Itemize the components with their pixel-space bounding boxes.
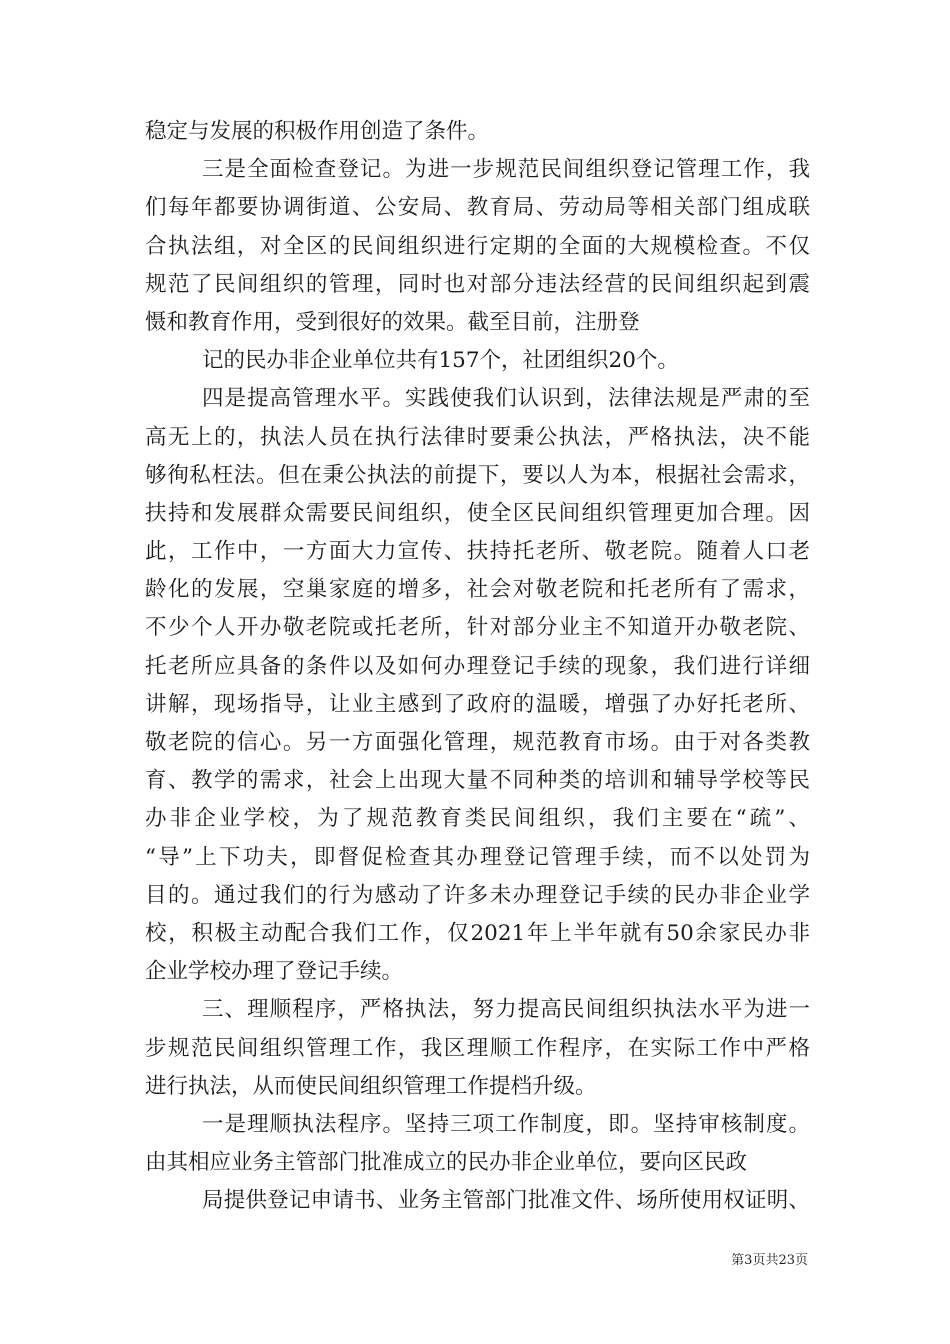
text-line: 慑和教育作用，受到很好的效果。截至目前，注册登	[145, 309, 640, 335]
text-line: 们每年都要协调街道、公安局、教育局、劳动局等相关部门组成联	[145, 195, 810, 221]
text-line: 龄化的发展，空巢家庭的增多，社会对敬老院和托老所有了需求，	[145, 577, 810, 603]
text-line: 局提供登记申请书、业务主管部门批准文件、场所使用权证明、	[202, 1188, 810, 1214]
text-line: “导”上下功夫，即督促检查其办理登记管理手续，而不以处罚为	[145, 844, 810, 870]
text-line: 合执法组，对全区的民间组织进行定期的全面的大规模检查。不仅	[145, 233, 810, 259]
text-line: 育、教学的需求，社会上出现大量不同种类的培训和辅导学校等民	[145, 768, 810, 794]
text-line: 办非企业学校，为了规范教育类民间组织，我们主要在“疏”、	[145, 806, 810, 832]
text-line: 此，工作中，一方面大力宣传、扶持托老所、敬老院。随着人口老	[145, 539, 810, 565]
text-line: 步规范民间组织管理工作，我区理顺工作程序，在实际工作中严格	[145, 1035, 810, 1061]
text-line: 目的。通过我们的行为感动了许多未办理登记手续的民办非企业学	[145, 882, 810, 908]
text-line: 一是理顺执法程序。坚持三项工作制度，即。坚持审核制度。	[202, 1111, 810, 1137]
text-line: 校，积极主动配合我们工作，仅2021年上半年就有50余家民办非	[145, 920, 810, 946]
text-line: 由其相应业务主管部门批准成立的民办非企业单位，要向区民政	[145, 1150, 748, 1176]
text-line: 讲解，现场指导，让业主感到了政府的温暖，增强了办好托老所、	[145, 691, 810, 717]
text-line: 高无上的，执法人员在执行法律时要秉公执法，严格执法，决不能	[145, 424, 810, 450]
page-footer: 第3页共23页	[731, 1253, 808, 1268]
text-line: 三是全面检查登记。为进一步规范民间组织登记管理工作，我	[202, 157, 810, 183]
text-line: 够徇私枉法。但在秉公执法的前提下，要以人为本，根据社会需求，	[145, 462, 810, 488]
text-line: 四是提高管理水平。实践使我们认识到，法律法规是严肃的至	[202, 386, 810, 412]
text-line: 敬老院的信心。另一方面强化管理，规范教育市场。由于对各类教	[145, 730, 810, 755]
text-line: 托老所应具备的条件以及如何办理登记手续的现象，我们进行详细	[145, 653, 810, 679]
text-line: 进行执法，从而使民间组织管理工作提档升级。	[145, 1073, 597, 1099]
text-line: 企业学校办理了登记手续。	[145, 959, 404, 985]
text-line: 扶持和发展群众需要民间组织，使全区民间组织管理更加合理。因	[145, 500, 810, 526]
text-line: 稳定与发展的积极作用创造了条件。	[145, 119, 490, 144]
text-line: 三、理顺程序，严格执法，努力提高民间组织执法水平为进一	[202, 997, 810, 1023]
text-line: 规范了民间组织的管理，同时也对部分违法经营的民间组织起到震	[145, 271, 810, 297]
document-body	[145, 113, 810, 1220]
text-line: 不少个人开办敬老院或托老所，针对部分业主不知道开办敬老院、	[145, 615, 810, 641]
text-line: 记的民办非企业单位共有157个，社团组织20个。	[202, 348, 679, 374]
